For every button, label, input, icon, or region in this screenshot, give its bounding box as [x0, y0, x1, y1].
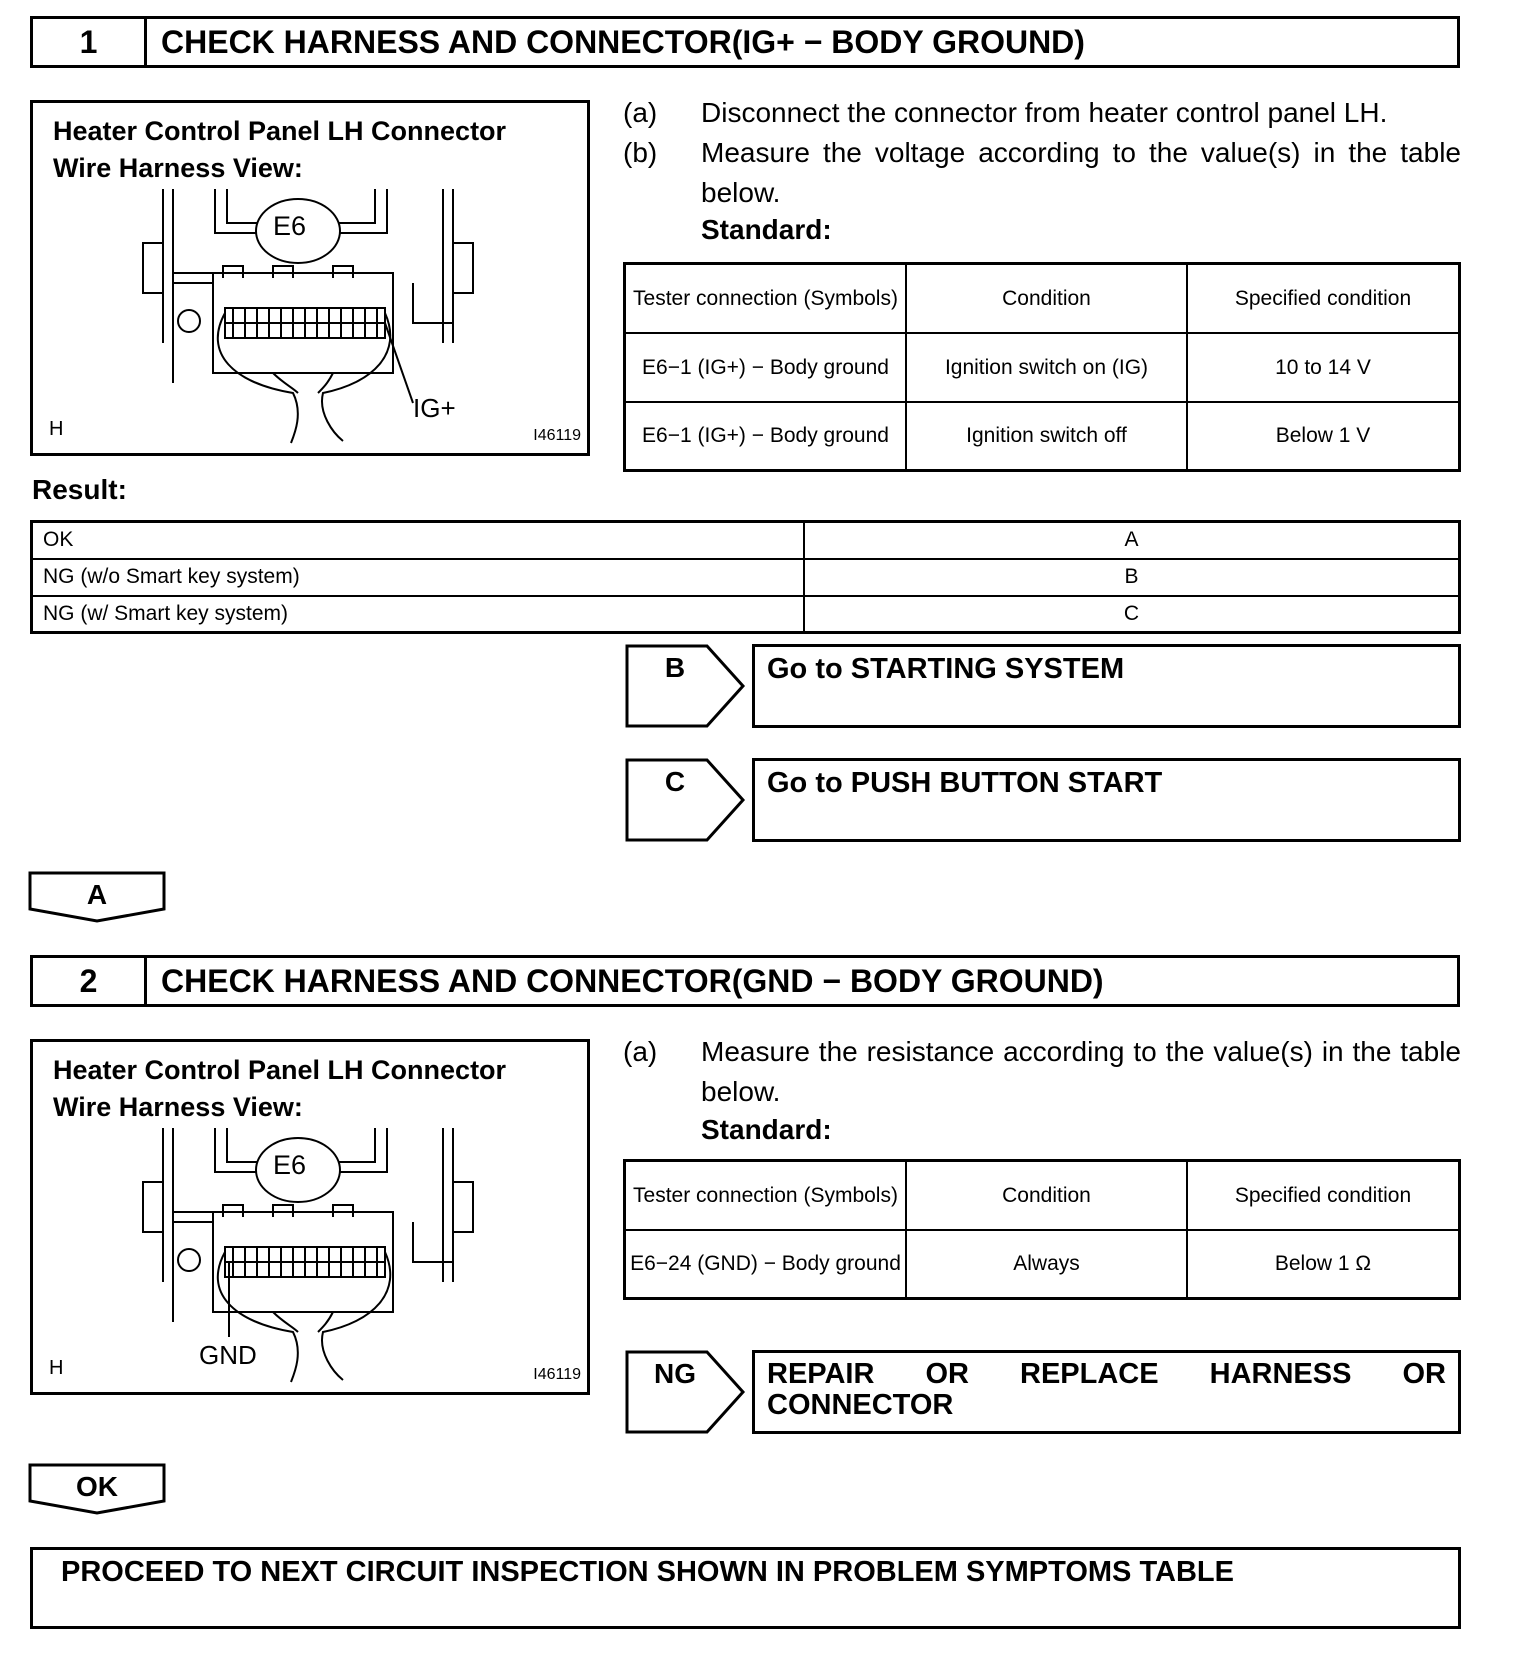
- connector-diagram: [30, 100, 590, 456]
- figure-id: I46119: [533, 1366, 581, 1383]
- branch-c-action[interactable]: Go to PUSH BUTTON START: [752, 758, 1461, 842]
- cell: Below 1 Ω: [1187, 1230, 1460, 1299]
- continue-code: A: [86, 879, 108, 910]
- figure-id: I46119: [533, 427, 581, 444]
- standard-label: Standard:: [701, 214, 832, 245]
- table-row: [32, 559, 1460, 596]
- cell: E6−1 (IG+) − Body ground: [625, 333, 907, 402]
- branch-code: NG: [654, 1358, 696, 1389]
- branch-ng-action[interactable]: REPAIR OR REPLACE HARNESS OR CONNECTOR: [752, 1350, 1461, 1434]
- step2-header: [30, 955, 1460, 1007]
- table-row: [32, 596, 1460, 633]
- cell: 10 to 14 V: [1187, 333, 1460, 402]
- cell: Below 1 V: [1187, 402, 1460, 471]
- cell: A: [804, 522, 1460, 559]
- cell: E6−1 (IG+) − Body ground: [625, 402, 907, 471]
- step-title: CHECK HARNESS AND CONNECTOR(IG+ − BODY GROUND): [161, 23, 1085, 60]
- result-table: [30, 520, 1461, 634]
- instruction-a: [623, 93, 1461, 133]
- connector-illustration: [33, 1042, 587, 1392]
- step-label: (a): [623, 1036, 658, 1067]
- connector-illustration: [33, 103, 587, 453]
- spec-table: [623, 262, 1461, 472]
- cell: C: [804, 596, 1460, 633]
- step-text: Measure the resistance according to the value(s) in the table below.: [701, 1036, 1461, 1107]
- step-number: 2: [33, 958, 147, 1004]
- continue-a-tab: [28, 871, 166, 923]
- connector-diagram: [30, 1039, 590, 1395]
- table-row: [625, 1230, 1460, 1299]
- connector-label: E6: [273, 1150, 307, 1180]
- step-label: (b): [623, 137, 658, 168]
- cell: B: [804, 559, 1460, 596]
- continue-ok-tab: [28, 1463, 166, 1515]
- header-cell: Specified condition: [1187, 264, 1460, 333]
- instruction-b: [623, 133, 1461, 213]
- step-label: (a): [623, 97, 658, 128]
- continue-code: OK: [76, 1471, 118, 1502]
- corner-mark: H: [49, 1357, 64, 1379]
- cell: OK: [32, 522, 805, 559]
- table-row: [625, 402, 1460, 471]
- table-header-row: [625, 1161, 1460, 1230]
- branch-b-action[interactable]: Go to STARTING SYSTEM: [752, 644, 1461, 728]
- instruction-a: [623, 1032, 1461, 1112]
- cell: Ignition switch on (IG): [906, 333, 1187, 402]
- step-title: CHECK HARNESS AND CONNECTOR(GND − BODY GROUND): [161, 962, 1104, 999]
- final-action[interactable]: PROCEED TO NEXT CIRCUIT INSPECTION SHOWN IN PROBLEM SYMPTOMS TABLE: [30, 1547, 1461, 1629]
- caption-line: Heater Control Panel LH Connector: [53, 116, 507, 146]
- branch-code: C: [664, 766, 686, 797]
- cell: E6−24 (GND) − Body ground: [625, 1230, 907, 1299]
- header-cell: Condition: [906, 264, 1187, 333]
- spec-table: [623, 1159, 1461, 1300]
- caption-line: Wire Harness View:: [53, 1092, 303, 1122]
- header-cell: Tester connection (Symbols): [625, 1161, 907, 1230]
- cell: NG (w/ Smart key system): [32, 596, 805, 633]
- table-header-row: [625, 264, 1460, 333]
- caption-line: Heater Control Panel LH Connector: [53, 1055, 507, 1085]
- step-number: 1: [33, 19, 147, 65]
- result-label: Result:: [32, 474, 127, 505]
- branch-code: B: [664, 652, 686, 683]
- step-text: Disconnect the connector from heater control panel LH.: [701, 97, 1388, 128]
- step1-header: [30, 16, 1460, 68]
- connector-label: E6: [273, 211, 307, 241]
- standard-label: Standard:: [701, 1114, 832, 1145]
- pin-label: GND: [199, 1340, 257, 1370]
- table-row: [32, 522, 1460, 559]
- table-row: [625, 333, 1460, 402]
- header-cell: Specified condition: [1187, 1161, 1460, 1230]
- caption-line: Wire Harness View:: [53, 153, 303, 183]
- branch-c-arrow: [625, 758, 747, 842]
- cell: NG (w/o Smart key system): [32, 559, 805, 596]
- branch-ng-arrow: [625, 1350, 747, 1434]
- header-cell: Tester connection (Symbols): [625, 264, 907, 333]
- header-cell: Condition: [906, 1161, 1187, 1230]
- cell: Ignition switch off: [906, 402, 1187, 471]
- branch-b-arrow: [625, 644, 747, 728]
- cell: Always: [906, 1230, 1187, 1299]
- step-text: Measure the voltage according to the value(s) in the table below.: [701, 137, 1461, 208]
- pin-label: IG+: [413, 393, 456, 423]
- corner-mark: H: [49, 418, 64, 440]
